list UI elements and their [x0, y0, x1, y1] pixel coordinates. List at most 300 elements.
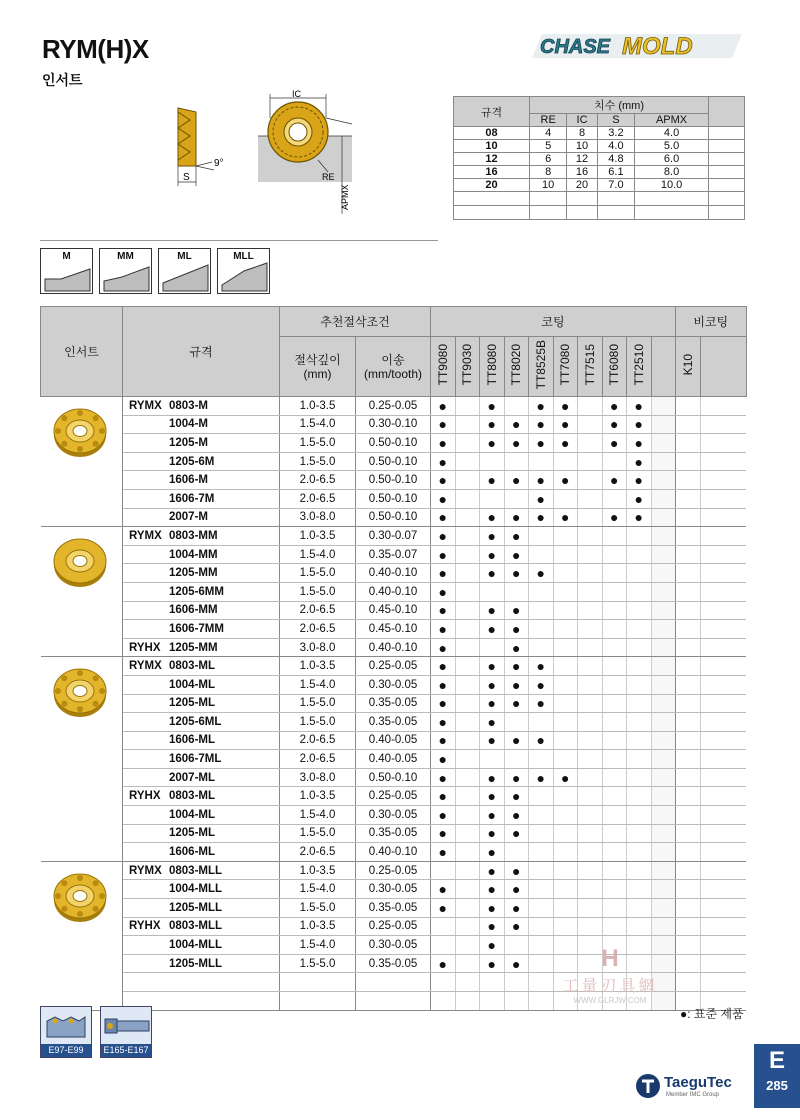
profile-label: MM [117, 251, 134, 262]
availability-empty [529, 527, 554, 546]
availability-empty [578, 731, 603, 750]
grade-prefix: RYHX [129, 790, 161, 803]
availability-empty [529, 452, 554, 471]
availability-dot: ● [553, 768, 578, 787]
table-row [41, 527, 747, 546]
uncoat-empty-cell [700, 601, 746, 620]
coat-empty-cell [651, 434, 676, 453]
availability-dot: ● [431, 750, 456, 769]
uncoat-empty-cell [700, 861, 746, 880]
grade-size: 1004-M [169, 418, 208, 431]
availability-empty [578, 861, 603, 880]
dim-header-group: 치수 (mm) [530, 97, 709, 114]
uncoat-empty-cell [700, 731, 746, 750]
dim-cell-apmx: 6.0 [635, 153, 709, 166]
availability-empty [676, 787, 701, 806]
availability-empty [578, 806, 603, 825]
availability-empty [529, 917, 554, 936]
availability-dot: ● [480, 545, 505, 564]
feed-cell: 0.30-0.05 [356, 880, 431, 899]
feed-cell: 0.50-0.10 [356, 489, 431, 508]
grade-cell [123, 936, 280, 955]
availability-empty [455, 452, 480, 471]
availability-empty [504, 843, 529, 862]
depth-cell: 1.5-4.0 [280, 415, 356, 434]
uncoat-empty-cell [700, 415, 746, 434]
grade-cell [123, 824, 280, 843]
availability-empty [578, 787, 603, 806]
availability-dot: ● [431, 415, 456, 434]
availability-dot: ● [480, 824, 505, 843]
uncoat-empty-cell [700, 806, 746, 825]
availability-dot: ● [431, 713, 456, 732]
availability-dot: ● [480, 731, 505, 750]
dim-cell-empty [530, 206, 567, 220]
coat-empty-cell [651, 917, 676, 936]
availability-empty [504, 936, 529, 955]
availability-dot: ● [480, 508, 505, 527]
availability-empty [676, 973, 701, 992]
availability-dot: ● [480, 899, 505, 918]
grade-cell [123, 397, 280, 416]
uncoat-empty-cell [700, 582, 746, 601]
availability-empty [676, 657, 701, 676]
availability-empty [676, 489, 701, 508]
dim-col-ic: IC [567, 114, 597, 127]
depth-cell: 1.5-4.0 [280, 936, 356, 955]
header-grade: 규격 [123, 307, 280, 397]
availability-empty [602, 527, 627, 546]
dim-cell-empty [709, 179, 745, 192]
availability-empty [676, 694, 701, 713]
feed-cell: 0.40-0.10 [356, 564, 431, 583]
availability-dot: ● [504, 508, 529, 527]
coat-grade-label: TT7515 [582, 344, 597, 386]
coat-grade-header [602, 337, 627, 397]
dim-cell-empty [709, 140, 745, 153]
availability-empty [529, 545, 554, 564]
feed-cell: 0.40-0.05 [356, 731, 431, 750]
availability-empty [431, 936, 456, 955]
availability-empty [553, 731, 578, 750]
availability-dot: ● [504, 638, 529, 657]
availability-dot: ● [627, 508, 652, 527]
availability-empty [529, 750, 554, 769]
feed-cell: 0.50-0.10 [356, 434, 431, 453]
uncoat-empty-cell [700, 675, 746, 694]
availability-empty [676, 582, 701, 601]
dim-cell-apmx: 8.0 [635, 166, 709, 179]
availability-empty [627, 750, 652, 769]
availability-empty [480, 582, 505, 601]
grade-prefix: RYHX [129, 641, 161, 654]
availability-empty [627, 675, 652, 694]
table-row [41, 638, 747, 657]
coat-grade-header [431, 337, 456, 397]
availability-empty [455, 694, 480, 713]
watermark-mark: H [601, 945, 619, 972]
availability-empty [627, 694, 652, 713]
availability-empty [455, 620, 480, 639]
ref-thumb-cutter[interactable] [40, 1006, 92, 1058]
depth-cell: 3.0-8.0 [280, 638, 356, 657]
grade-size: 1205-MM [169, 641, 218, 654]
insert-photo-icon [46, 401, 116, 461]
availability-empty [676, 620, 701, 639]
availability-dot: ● [431, 675, 456, 694]
insert-image [41, 861, 123, 1010]
dim-row [454, 140, 745, 153]
coat-empty-cell [651, 397, 676, 416]
grade-size: 1205-6ML [169, 715, 222, 728]
availability-empty [455, 508, 480, 527]
grade-cell [123, 973, 280, 992]
grade-size: 1205-MLL [169, 957, 223, 970]
availability-empty [455, 397, 480, 416]
availability-empty [431, 917, 456, 936]
uncoat-empty-cell [700, 843, 746, 862]
coat-grade-header [627, 337, 652, 397]
availability-dot: ● [480, 917, 505, 936]
table-row [41, 415, 747, 434]
availability-empty [676, 880, 701, 899]
availability-empty [529, 861, 554, 880]
availability-empty [602, 582, 627, 601]
table-row [41, 713, 747, 732]
availability-empty [529, 899, 554, 918]
availability-empty [504, 452, 529, 471]
uncoat-empty-cell [700, 620, 746, 639]
depth-cell: 1.5-5.0 [280, 452, 356, 471]
maker-name: TaeguTec [664, 1074, 732, 1091]
grade-cell [123, 471, 280, 490]
availability-dot: ● [602, 471, 627, 490]
availability-empty [578, 620, 603, 639]
coat-empty-cell [651, 861, 676, 880]
feed-cell: 0.50-0.10 [356, 768, 431, 787]
ic-label: IC [292, 89, 301, 99]
depth-cell: 1.5-5.0 [280, 564, 356, 583]
grade-size: 1004-MLL [169, 939, 223, 952]
dim-row [454, 179, 745, 192]
availability-empty [455, 545, 480, 564]
availability-dot: ● [529, 731, 554, 750]
depth-cell: 1.0-3.5 [280, 397, 356, 416]
availability-dot: ● [431, 731, 456, 750]
grade-size: 1004-MLL [169, 883, 223, 896]
watermark-text: 工量刃具網 [562, 978, 658, 995]
availability-dot: ● [529, 397, 554, 416]
availability-empty [553, 620, 578, 639]
availability-dot: ● [553, 397, 578, 416]
depth-cell: 2.0-6.5 [280, 731, 356, 750]
table-row [41, 601, 747, 620]
availability-empty [602, 806, 627, 825]
feed-cell: 0.40-0.10 [356, 638, 431, 657]
dimension-table [453, 96, 745, 220]
grade-prefix: RYHX [129, 920, 161, 933]
availability-empty [553, 713, 578, 732]
svg-text:MOLD: MOLD [622, 33, 693, 60]
availability-empty [529, 582, 554, 601]
availability-dot: ● [431, 843, 456, 862]
grade-size: 1606-MM [169, 604, 218, 617]
grade-cell [123, 601, 280, 620]
availability-empty [578, 545, 603, 564]
depth-cell: 1.0-3.5 [280, 917, 356, 936]
availability-empty [627, 564, 652, 583]
grade-size: 0803-ML [169, 790, 216, 803]
availability-empty [431, 973, 456, 992]
dim-cell-empty [597, 206, 634, 220]
grade-cell [123, 768, 280, 787]
grade-size: 0803-MM [169, 529, 218, 542]
grade-size: 2007-M [169, 511, 208, 524]
availability-dot: ● [431, 768, 456, 787]
uncoat-empty-cell [700, 750, 746, 769]
availability-dot: ● [480, 861, 505, 880]
coat-empty-cell [651, 452, 676, 471]
page-subtitle: 인서트 [42, 72, 83, 88]
section-tab[interactable] [754, 1044, 800, 1108]
coat-empty-cell [651, 880, 676, 899]
availability-empty [529, 620, 554, 639]
table-row [41, 545, 747, 564]
availability-empty [676, 824, 701, 843]
coat-empty-cell [651, 620, 676, 639]
coat-grade-label: TT6080 [607, 344, 622, 386]
availability-empty [676, 768, 701, 787]
availability-empty [553, 750, 578, 769]
availability-empty [553, 899, 578, 918]
coat-empty-cell [651, 489, 676, 508]
insert-image [41, 397, 123, 527]
availability-dot: ● [627, 415, 652, 434]
coat-empty-cell [651, 824, 676, 843]
availability-dot: ● [480, 415, 505, 434]
availability-empty [676, 731, 701, 750]
milling-cutter-icon [41, 1007, 91, 1045]
profile-box [99, 248, 152, 294]
coat-empty-cell [651, 545, 676, 564]
grade-cell [123, 415, 280, 434]
grade-cell [123, 694, 280, 713]
table-row [41, 620, 747, 639]
coat-empty-cell [651, 638, 676, 657]
availability-empty [676, 843, 701, 862]
availability-empty [627, 527, 652, 546]
uncoat-empty-cell [700, 768, 746, 787]
availability-empty [455, 787, 480, 806]
availability-dot: ● [504, 601, 529, 620]
divider [40, 240, 438, 241]
availability-dot: ● [553, 508, 578, 527]
uncoat-empty-cell [700, 564, 746, 583]
availability-dot: ● [480, 397, 505, 416]
dim-cell-ic: 8 [567, 127, 597, 140]
grade-cell [123, 750, 280, 769]
table-row [41, 582, 747, 601]
dim-cell-re: 10 [530, 179, 567, 192]
depth-cell: 1.5-4.0 [280, 675, 356, 694]
feed-cell: 0.45-0.10 [356, 620, 431, 639]
availability-empty [627, 787, 652, 806]
coat-empty-cell [651, 731, 676, 750]
availability-empty [602, 861, 627, 880]
availability-empty [455, 899, 480, 918]
feed-cell: 0.30-0.07 [356, 527, 431, 546]
availability-empty [553, 452, 578, 471]
availability-empty [529, 880, 554, 899]
availability-empty [578, 452, 603, 471]
coat-empty-cell [651, 843, 676, 862]
coat-empty-cell [651, 582, 676, 601]
availability-dot: ● [504, 694, 529, 713]
coat-grade-label: TT9080 [435, 344, 450, 386]
availability-dot: ● [529, 434, 554, 453]
coat-empty-cell [651, 415, 676, 434]
insert-image [41, 657, 123, 862]
feed-cell: 0.50-0.10 [356, 452, 431, 471]
insert-spec-table [40, 306, 747, 1011]
feed-cell: 0.25-0.05 [356, 861, 431, 880]
availability-empty [455, 527, 480, 546]
availability-dot: ● [529, 489, 554, 508]
availability-empty [504, 489, 529, 508]
dim-cell-empty [635, 206, 709, 220]
angle-label: 9° [214, 158, 224, 169]
availability-empty [455, 917, 480, 936]
feed-cell: 0.30-0.05 [356, 675, 431, 694]
profile-label: M [62, 251, 71, 262]
watermark-url: WWW.GLRJW.COM [573, 996, 647, 1005]
table-row [41, 489, 747, 508]
availability-dot: ● [504, 880, 529, 899]
availability-empty [578, 415, 603, 434]
availability-dot: ● [480, 768, 505, 787]
availability-empty [578, 843, 603, 862]
availability-empty [602, 545, 627, 564]
uncoat-empty-cell [700, 880, 746, 899]
depth-cell: 1.5-5.0 [280, 899, 356, 918]
availability-empty [627, 899, 652, 918]
availability-empty [602, 675, 627, 694]
availability-dot: ● [504, 787, 529, 806]
coat-empty-cell [651, 694, 676, 713]
availability-dot: ● [480, 527, 505, 546]
dim-col-re: RE [530, 114, 567, 127]
availability-dot: ● [431, 694, 456, 713]
profile-box [158, 248, 211, 294]
availability-empty [578, 527, 603, 546]
availability-empty [553, 675, 578, 694]
grade-size: 0803-M [169, 399, 208, 412]
availability-dot: ● [627, 397, 652, 416]
availability-empty [676, 713, 701, 732]
availability-dot: ● [553, 434, 578, 453]
ref-page-1: E97-E99 [41, 1044, 91, 1057]
availability-dot: ● [480, 954, 505, 973]
feed-cell: 0.30-0.05 [356, 806, 431, 825]
dim-row-empty [454, 206, 745, 220]
availability-empty [529, 601, 554, 620]
dim-cell-re: 8 [530, 166, 567, 179]
availability-empty [480, 973, 505, 992]
availability-dot: ● [480, 564, 505, 583]
availability-empty [676, 527, 701, 546]
coat-empty-cell [651, 564, 676, 583]
availability-empty [676, 601, 701, 620]
availability-empty [602, 638, 627, 657]
availability-dot: ● [480, 713, 505, 732]
grade-size: 1205-ML [169, 697, 216, 710]
availability-empty [553, 545, 578, 564]
grade-size: 1606-ML [169, 734, 216, 747]
table-row [41, 694, 747, 713]
grade-size: 1205-6M [169, 455, 215, 468]
header-coated: 코팅 [431, 307, 676, 337]
dim-col-s: S [597, 114, 634, 127]
profile-row [40, 248, 270, 294]
coat-empty-cell [651, 899, 676, 918]
coat-grade-header [504, 337, 529, 397]
depth-cell: 1.5-5.0 [280, 713, 356, 732]
availability-empty [553, 489, 578, 508]
coat-empty-cell [651, 527, 676, 546]
availability-empty [627, 861, 652, 880]
availability-dot: ● [627, 471, 652, 490]
availability-empty [504, 750, 529, 769]
availability-empty [504, 973, 529, 992]
availability-empty [627, 638, 652, 657]
grade-cell [123, 452, 280, 471]
grade-cell [123, 806, 280, 825]
dim-cell-empty [454, 206, 530, 220]
depth-cell: 2.0-6.5 [280, 843, 356, 862]
availability-empty [627, 768, 652, 787]
grade-cell [123, 527, 280, 546]
availability-empty [455, 434, 480, 453]
grade-size: 0803-ML [169, 660, 216, 673]
ref-thumb-shank[interactable] [100, 1006, 152, 1058]
availability-empty [676, 899, 701, 918]
coat-empty-cell [651, 657, 676, 676]
availability-empty [553, 564, 578, 583]
availability-empty [627, 806, 652, 825]
availability-empty [602, 489, 627, 508]
availability-dot: ● [480, 694, 505, 713]
availability-empty [455, 954, 480, 973]
availability-dot: ● [529, 471, 554, 490]
grade-size: 1004-MM [169, 548, 218, 561]
feed-cell [356, 973, 431, 992]
dim-cell-apmx: 10.0 [635, 179, 709, 192]
availability-empty [529, 638, 554, 657]
availability-empty [529, 806, 554, 825]
availability-dot: ● [431, 806, 456, 825]
availability-empty [553, 843, 578, 862]
dim-cell-empty [709, 192, 745, 206]
availability-empty [676, 545, 701, 564]
table-row [41, 434, 747, 453]
chasemold-logo [532, 30, 752, 62]
coat-empty-cell [651, 601, 676, 620]
feed-cell: 0.30-0.10 [356, 415, 431, 434]
availability-empty [480, 750, 505, 769]
availability-empty [455, 675, 480, 694]
depth-cell: 2.0-6.5 [280, 471, 356, 490]
feed-cell: 0.30-0.05 [356, 936, 431, 955]
